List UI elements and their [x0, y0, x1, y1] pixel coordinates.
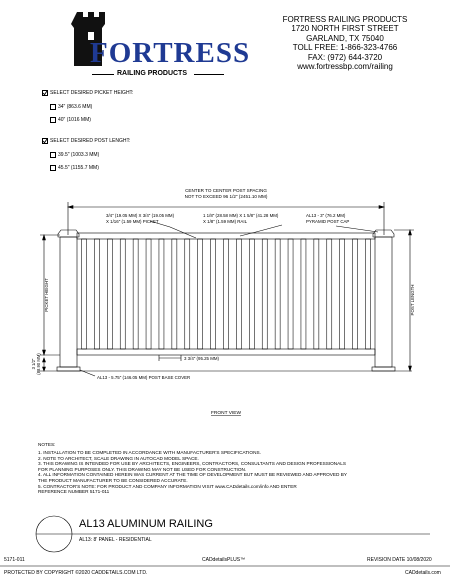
post-option-39-label: 39.5" (1003.3 MM): [58, 152, 100, 158]
logo-subtitle: RAILING PRODUCTS: [117, 70, 187, 77]
bottom-clearance-label-line2: (88.90 MM): [36, 353, 41, 375]
drawing-subtitle: AL13: 8' PANEL - RESIDENTIAL: [79, 537, 152, 543]
revision-date: REVISION DATE 10/08/2020: [367, 557, 432, 563]
span-label-line1: CENTER TO CENTER POST SPACING: [185, 188, 267, 193]
logo-rule-right: [194, 74, 224, 75]
picket: [172, 239, 177, 349]
picket-height-label: PICKET HEIGHT: [44, 278, 49, 312]
picket: [262, 239, 267, 349]
rail-callout-leader: [240, 225, 282, 236]
picket-height-heading: SELECT DESIRED PICKET HEIGHT:: [50, 90, 134, 96]
rail-callout-line2: X 1/8" (1.59 MM) RAIL: [203, 219, 248, 224]
left-post-base-cover: [57, 367, 80, 371]
picket: [288, 239, 293, 349]
company-header: [260, 15, 430, 71]
picket: [198, 239, 203, 349]
picket: [340, 239, 345, 349]
post-option-39-checkbox[interactable]: [50, 152, 56, 158]
drawing-title: AL13 ALUMINUM RAILING: [79, 518, 213, 530]
picket-array: [82, 239, 371, 349]
picket: [211, 239, 216, 349]
company-name: FORTRESS RAILING PRODUCTS: [282, 15, 408, 24]
picket: [107, 239, 112, 349]
fortress-logo: [66, 8, 251, 86]
post-option-45-checkbox[interactable]: [50, 165, 56, 171]
right-post-cap: [373, 230, 394, 237]
note-line: REFERENCE NUMBER 5171-011: [38, 489, 110, 495]
note-line: 1. INSTALLATION TO BE COMPLETED IN ACCORDANCE WITH MANUFACTURER'S SPECIFICATIONS.: [38, 450, 261, 455]
picket: [82, 239, 87, 349]
picket: [120, 239, 125, 349]
bottom-clearance-label-line1: 3 1/2": [31, 358, 36, 370]
bottom-rail: [77, 349, 375, 355]
picket: [249, 239, 254, 349]
cap-callout-leader: [336, 226, 378, 232]
notes-heading: NOTES:: [38, 442, 56, 447]
post-base-cover-label: AL13 - 5.75" (146.05 MM) POST BASE COVER: [97, 375, 191, 380]
cad-site[interactable]: CADdetails.com: [405, 570, 441, 576]
picket: [353, 239, 358, 349]
picket-callout-line2: X 1/16" (1.59 MM) PICKET: [106, 219, 159, 224]
note-line: THE PRODUCT MANUFACTURER TO BE CONSIDERED ACCURATE.: [38, 477, 188, 483]
picket: [366, 239, 371, 349]
rail-callout-line1: 1 1/8" (28.58 MM) X 1 5/8" (41.28 MM): [203, 213, 279, 218]
post-length-label: POST LENGTH: [410, 284, 415, 316]
right-post: [375, 237, 392, 367]
picket: [94, 239, 99, 349]
cap-callout-line2: PYRAMID POST CAP: [306, 219, 350, 224]
gap-dimension-label: 3 3/4" (95.25 MM): [184, 356, 219, 361]
right-post-base-cover: [372, 367, 395, 371]
reference-number: 5171-011: [4, 557, 25, 563]
note-line: 2. NOTE TO ARCHITECT, SCALE DRAWING IN AUTOCAD MODEL SPACE.: [38, 455, 199, 461]
railing-front-view: [0, 180, 450, 420]
picket: [301, 239, 306, 349]
post-length-heading: SELECT DESIRED POST LENGHT:: [50, 138, 131, 144]
picket: [146, 239, 151, 349]
company-tollfree: TOLL FREE: 1-866-323-4766: [292, 43, 398, 53]
picket-option-40-checkbox[interactable]: [50, 117, 56, 123]
note-line: 5. CONTRACTOR'S NOTE: FOR PRODUCT AND COMPANY INFORMATION VISIT www.CADdetails.com/info AND ENTER: [38, 483, 297, 489]
picket: [159, 239, 164, 349]
copyright-notice: PROTECTED BY COPYRIGHT ©2020 CADDETAILS.COM LTD.: [4, 570, 148, 576]
picket: [236, 239, 241, 349]
picket: [185, 239, 190, 349]
cad-brand: CADdetailsPLUS™: [202, 557, 246, 563]
post-length-section-checkbox[interactable]: [42, 138, 48, 144]
picket: [133, 239, 138, 349]
picket-height-section-checkbox[interactable]: [42, 90, 48, 96]
picket: [224, 239, 229, 349]
picket-option-34-checkbox[interactable]: [50, 104, 56, 110]
left-post-cap: [58, 230, 79, 237]
picket-option-34-label: 34" (863.6 MM): [58, 104, 93, 110]
post-option-45-label: 45.5" (1155.7 MM): [58, 165, 99, 171]
company-address-line1: 1720 NORTH FIRST STREET: [291, 24, 399, 34]
note-line: 4. ALL INFORMATION CONTAINED HEREIN WAS CURRENT AT THE TIME OF DEVELOPMENT BUT MUST BE REVIEWED AND APPROVED BY: [38, 472, 347, 478]
top-rail: [77, 233, 375, 239]
span-label-line2: NOT TO EXCEED 96 1/2" (2451.10 MM): [184, 194, 268, 199]
cap-callout-line1: AL13 - 3" (76.2 MM): [306, 213, 346, 218]
company-address-line2: GARLAND, TX 75040: [306, 33, 384, 43]
picket: [275, 239, 280, 349]
note-line: 3. THIS DRAWING IS INTENDED FOR USE BY ARCHITECTS, ENGINEERS, CONTRACTORS, CONSULTANTS AND DESIGN PROFESSIONALS: [38, 461, 347, 467]
picket: [327, 239, 332, 349]
front-view-label: FRONT VIEW: [210, 411, 242, 416]
company-website[interactable]: www.fortressbp.com/railing: [297, 62, 393, 72]
picket-callout-line1: 3/4" (19.05 MM) X 3/4" (19.05 MM): [106, 213, 175, 218]
company-fax: FAX: (972) 644-3720: [307, 52, 383, 62]
note-line: FOR PLANNING PURPOSES ONLY. THIS DRAWING MAY NOT BE USED FOR CONSTRUCTION.: [38, 466, 247, 472]
picket: [314, 239, 319, 349]
left-post: [60, 237, 77, 367]
notes-list: [38, 450, 347, 495]
logo-rule-left: [92, 74, 114, 75]
picket-option-40-label: 40" (1016 MM): [58, 117, 91, 123]
logo-wordmark: FORTRESS: [90, 37, 251, 69]
